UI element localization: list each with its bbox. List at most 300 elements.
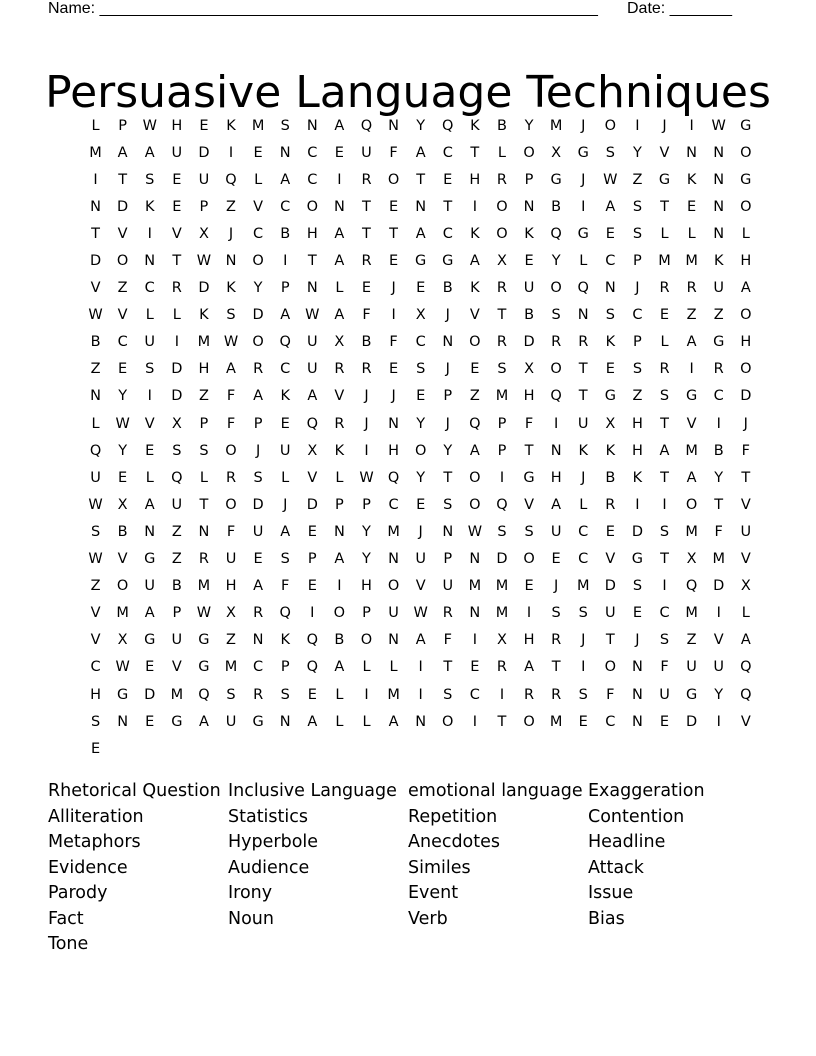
- grid-letter: E: [659, 713, 670, 730]
- grid-letter: A: [117, 144, 128, 161]
- grid-letter: W: [115, 659, 130, 676]
- grid-letter: S: [632, 361, 643, 378]
- grid-letter: T: [714, 496, 724, 513]
- grid-letter: O: [469, 496, 481, 513]
- grid-letter: N: [415, 198, 427, 215]
- word-list-item: Hyperbole: [228, 832, 319, 852]
- grid-letter: A: [686, 469, 697, 486]
- grid-letter: G: [252, 713, 264, 730]
- grid-letter: E: [524, 578, 534, 595]
- grid-letter: R: [496, 334, 507, 351]
- grid-letter: M: [685, 523, 698, 540]
- grid-letter: J: [228, 225, 234, 242]
- grid-letter: X: [226, 605, 236, 622]
- grid-letter: F: [741, 442, 750, 459]
- grid-letter: C: [144, 280, 155, 297]
- grid-letter: O: [740, 361, 752, 378]
- grid-letter: G: [740, 171, 752, 188]
- grid-letter: J: [445, 361, 450, 378]
- grid-letter: I: [472, 713, 477, 730]
- grid-letter: R: [253, 605, 264, 622]
- grid-letter: D: [631, 523, 643, 540]
- grid-letter: P: [199, 198, 209, 215]
- grid-letter: S: [280, 117, 290, 134]
- grid-letter: M: [685, 442, 698, 459]
- grid-letter: M: [685, 605, 698, 622]
- grid-letter: E: [388, 361, 399, 378]
- grid-letter: U: [90, 469, 101, 486]
- grid-letter: B: [551, 198, 562, 215]
- grid-letter: F: [226, 415, 236, 432]
- grid-letter: Q: [550, 388, 562, 405]
- grid-letter: R: [361, 253, 372, 270]
- grid-letter: S: [659, 388, 670, 405]
- grid-letter: X: [117, 496, 128, 513]
- grid-letter: U: [225, 551, 237, 568]
- grid-letter: H: [740, 334, 752, 351]
- grid-letter: L: [579, 496, 588, 513]
- grid-letter: P: [443, 551, 453, 568]
- grid-letter: D: [604, 578, 616, 595]
- grid-letter: Y: [714, 686, 724, 703]
- grid-letter: R: [442, 605, 453, 622]
- grid-letter: D: [713, 578, 725, 595]
- grid-letter: O: [523, 551, 535, 568]
- grid-letter: W: [88, 307, 103, 324]
- grid-letter: A: [334, 253, 345, 270]
- word-list-item: Headline: [588, 832, 666, 852]
- grid-letter: G: [685, 686, 698, 703]
- grid-letter: U: [306, 334, 318, 351]
- grid-letter: R: [659, 280, 670, 297]
- grid-letter: P: [253, 415, 263, 432]
- grid-letter: P: [362, 605, 371, 622]
- grid-letter: T: [443, 659, 453, 676]
- grid-letter: Y: [551, 253, 561, 270]
- grid-letter: X: [117, 632, 128, 649]
- grid-letter: R: [686, 280, 697, 297]
- grid-letter: E: [307, 578, 317, 595]
- grid-letter: V: [117, 225, 128, 242]
- grid-letter: E: [632, 605, 642, 622]
- grid-letter: I: [364, 442, 369, 459]
- grid-letter: W: [115, 415, 130, 432]
- grid-letter: I: [662, 578, 667, 595]
- grid-letter: S: [90, 523, 101, 540]
- grid-letter: R: [496, 171, 507, 188]
- word-list-item: Metaphors: [48, 832, 141, 852]
- grid-letter: K: [470, 280, 480, 297]
- grid-letter: I: [716, 713, 721, 730]
- grid-letter: H: [740, 253, 752, 270]
- grid-letter: U: [605, 605, 616, 622]
- grid-letter: Q: [387, 469, 400, 486]
- grid-letter: N: [90, 388, 101, 405]
- grid-letter: G: [198, 659, 210, 676]
- grid-letter: A: [280, 307, 291, 324]
- grid-letter: E: [361, 280, 372, 297]
- grid-letter: A: [280, 171, 291, 188]
- grid-letter: E: [524, 253, 534, 270]
- grid-letter: J: [662, 117, 667, 134]
- grid-letter: I: [391, 307, 396, 324]
- grid-letter: T: [389, 225, 398, 242]
- grid-letter: D: [89, 253, 102, 270]
- grid-letter: M: [197, 578, 211, 595]
- grid-letter: T: [497, 713, 507, 730]
- grid-letter: G: [577, 225, 589, 242]
- grid-letter: L: [362, 713, 371, 730]
- grid-letter: E: [388, 198, 399, 215]
- grid-letter: O: [225, 496, 237, 513]
- grid-letter: E: [687, 198, 697, 215]
- grid-letter: T: [551, 659, 561, 676]
- grid-letter: E: [605, 523, 615, 540]
- grid-letter: S: [199, 442, 209, 459]
- grid-letter: S: [524, 523, 534, 540]
- grid-letter: Y: [416, 117, 426, 134]
- grid-letter: F: [389, 144, 398, 161]
- grid-letter: G: [631, 551, 644, 568]
- grid-letter: R: [524, 686, 535, 703]
- grid-letter: A: [469, 442, 480, 459]
- grid-letter: F: [362, 307, 371, 324]
- grid-letter: U: [225, 713, 237, 730]
- grid-letter: I: [581, 198, 586, 215]
- word-list-item: Fact: [48, 908, 84, 929]
- grid-letter: F: [524, 415, 534, 432]
- grid-letter: J: [364, 415, 369, 432]
- grid-letter: I: [418, 686, 423, 703]
- grid-letter: Y: [443, 442, 453, 459]
- grid-letter: C: [90, 659, 101, 676]
- grid-letter: O: [387, 578, 400, 595]
- grid-letter: Y: [253, 280, 263, 297]
- grid-letter: V: [171, 659, 182, 676]
- grid-letter: N: [550, 442, 562, 459]
- grid-letter: G: [442, 253, 454, 270]
- word-list-item: Alliteration: [48, 806, 144, 827]
- grid-letter: G: [415, 253, 427, 270]
- grid-letter: J: [445, 415, 450, 432]
- grid-letter: L: [579, 253, 588, 270]
- grid-letter: C: [253, 659, 264, 676]
- word-list-item: Attack: [588, 857, 644, 878]
- grid-letter: N: [631, 659, 643, 676]
- grid-letter: G: [144, 551, 156, 568]
- grid-letter: M: [495, 605, 509, 622]
- grid-letter: J: [635, 280, 640, 297]
- grid-letter: T: [605, 632, 615, 649]
- grid-letter: H: [388, 442, 400, 459]
- grid-letter: L: [91, 415, 100, 432]
- grid-letter: O: [550, 280, 562, 297]
- grid-letter: H: [90, 686, 101, 703]
- grid-letter: S: [497, 361, 507, 378]
- grid-letter: R: [361, 171, 372, 188]
- grid-letter: Q: [496, 496, 508, 513]
- grid-letter: G: [604, 388, 616, 405]
- grid-letter: J: [391, 280, 396, 297]
- grid-letter: H: [523, 632, 535, 649]
- grid-letter: O: [523, 144, 535, 161]
- grid-letter: V: [253, 198, 264, 215]
- grid-letter: A: [415, 632, 426, 649]
- grid-letter: X: [551, 144, 562, 161]
- grid-letter: N: [333, 198, 345, 215]
- grid-letter: I: [689, 361, 694, 378]
- grid-letter: H: [550, 469, 562, 486]
- grid-letter: R: [334, 415, 345, 432]
- word-list-item: Noun: [228, 908, 274, 929]
- grid-letter: M: [576, 578, 590, 595]
- grid-letter: T: [307, 253, 317, 270]
- grid-letter: C: [388, 496, 399, 513]
- grid-letter: L: [389, 659, 398, 676]
- grid-letter: R: [334, 361, 345, 378]
- grid-letter: S: [578, 605, 588, 622]
- grid-letter: L: [660, 225, 669, 242]
- grid-letter: S: [280, 551, 290, 568]
- grid-letter: A: [415, 144, 426, 161]
- grid-letter: Y: [362, 523, 371, 540]
- grid-letter: S: [632, 578, 643, 595]
- grid-letter: L: [145, 307, 154, 324]
- grid-letter: K: [226, 117, 236, 134]
- grid-letter: Q: [740, 659, 752, 676]
- grid-letter: O: [225, 442, 237, 459]
- grid-letter: M: [387, 523, 400, 540]
- grid-letter: P: [280, 280, 290, 297]
- grid-letter: H: [306, 225, 318, 242]
- grid-letter: V: [117, 551, 128, 568]
- grid-letter: S: [659, 632, 670, 649]
- grid-letter: E: [470, 361, 480, 378]
- grid-letter: Z: [632, 388, 643, 405]
- grid-letter: U: [442, 578, 454, 595]
- grid-letter: Q: [306, 415, 318, 432]
- grid-letter: E: [145, 713, 155, 730]
- grid-letter: W: [88, 551, 103, 568]
- grid-letter: E: [253, 144, 263, 161]
- grid-letter: Q: [550, 225, 562, 242]
- grid-letter: R: [551, 334, 562, 351]
- grid-letter: M: [116, 605, 129, 622]
- grid-letter: H: [631, 442, 643, 459]
- grid-letter: Y: [416, 415, 426, 432]
- grid-letter: Y: [632, 144, 642, 161]
- grid-letter: L: [741, 605, 750, 622]
- grid-letter: P: [362, 496, 371, 513]
- grid-letter: B: [524, 307, 535, 324]
- grid-letter: D: [171, 361, 183, 378]
- grid-letter: U: [279, 442, 291, 459]
- grid-letter: R: [225, 469, 237, 486]
- grid-letter: D: [740, 388, 752, 405]
- grid-letter: Z: [198, 388, 209, 405]
- word-list-item: Rhetorical Question: [48, 781, 221, 801]
- grid-letter: T: [362, 198, 371, 215]
- grid-letter: K: [605, 442, 616, 459]
- grid-letter: U: [740, 523, 752, 540]
- grid-letter: C: [442, 225, 453, 242]
- grid-letter: L: [254, 171, 263, 188]
- grid-letter: R: [659, 361, 670, 378]
- grid-letter: U: [415, 551, 426, 568]
- grid-letter: I: [418, 659, 423, 676]
- grid-letter: D: [198, 280, 210, 297]
- word-list-item: Audience: [228, 857, 310, 878]
- grid-letter: P: [633, 253, 642, 270]
- grid-letter: Y: [118, 442, 128, 459]
- grid-letter: X: [334, 334, 345, 351]
- grid-letter: C: [605, 253, 616, 270]
- grid-letter: B: [605, 469, 616, 486]
- grid-letter: P: [307, 551, 317, 568]
- grid-letter: N: [442, 334, 454, 351]
- word-list-item: Tone: [48, 934, 89, 954]
- grid-letter: M: [658, 253, 671, 270]
- grid-letter: L: [199, 469, 208, 486]
- grid-letter: E: [172, 198, 182, 215]
- grid-letter: I: [526, 605, 532, 622]
- grid-letter: D: [686, 713, 698, 730]
- grid-letter: O: [116, 253, 129, 270]
- grid-letter: M: [712, 551, 725, 568]
- grid-letter: A: [253, 578, 264, 595]
- grid-letter: A: [144, 144, 155, 161]
- grid-letter: V: [659, 144, 670, 161]
- grid-letter: S: [90, 713, 101, 730]
- grid-letter: B: [496, 117, 507, 134]
- grid-letter: T: [118, 171, 128, 188]
- grid-letter: U: [577, 415, 589, 432]
- grid-letter: I: [581, 659, 586, 676]
- grid-letter: G: [144, 632, 156, 649]
- page-title: Persuasive Language Techniques: [45, 67, 771, 119]
- grid-letter: O: [685, 496, 698, 513]
- grid-letter: S: [226, 686, 236, 703]
- grid-letter: Z: [632, 171, 643, 188]
- grid-letter: R: [361, 361, 372, 378]
- grid-letter: N: [388, 117, 399, 134]
- grid-letter: P: [199, 415, 209, 432]
- grid-letter: E: [470, 659, 480, 676]
- grid-letter: R: [496, 280, 507, 297]
- grid-letter: R: [496, 659, 507, 676]
- grid-letter: K: [280, 632, 290, 649]
- grid-letter: A: [334, 307, 345, 324]
- grid-letter: I: [635, 117, 640, 134]
- grid-letter: B: [361, 334, 372, 351]
- grid-letter: W: [142, 117, 157, 134]
- grid-letter: N: [144, 253, 156, 270]
- grid-letter: R: [551, 632, 562, 649]
- grid-letter: I: [228, 144, 234, 161]
- grid-letter: E: [307, 686, 317, 703]
- grid-letter: P: [172, 605, 182, 622]
- grid-letter: I: [689, 117, 694, 134]
- grid-letter: D: [198, 144, 210, 161]
- grid-letter: C: [605, 713, 616, 730]
- grid-letter: L: [335, 713, 344, 730]
- grid-letter: H: [523, 388, 535, 405]
- grid-letter: N: [117, 713, 129, 730]
- grid-letter: Z: [171, 523, 182, 540]
- word-list-item: Parody: [48, 883, 108, 903]
- grid-letter: Q: [360, 117, 373, 134]
- grid-letter: N: [631, 713, 643, 730]
- grid-letter: K: [226, 280, 236, 297]
- grid-letter: O: [333, 605, 346, 622]
- grid-letter: G: [740, 117, 752, 134]
- grid-letter: E: [416, 496, 426, 513]
- grid-letter: J: [743, 415, 748, 432]
- grid-letter: U: [659, 686, 670, 703]
- grid-letter: T: [362, 225, 371, 242]
- grid-letter: E: [307, 523, 317, 540]
- grid-letter: F: [226, 523, 236, 540]
- grid-letter: K: [199, 307, 209, 324]
- grid-letter: P: [443, 388, 453, 405]
- grid-letter: S: [226, 307, 236, 324]
- grid-letter: S: [443, 496, 453, 513]
- grid-letter: L: [335, 280, 344, 297]
- grid-letter: W: [196, 253, 212, 270]
- name-field: Name: ________________________________________________________: [48, 0, 598, 17]
- grid-letter: V: [307, 469, 318, 486]
- grid-letter: T: [578, 388, 588, 405]
- grid-letter: S: [280, 686, 290, 703]
- grid-letter: D: [117, 198, 129, 215]
- grid-letter: L: [497, 144, 506, 161]
- grid-letter: A: [415, 225, 426, 242]
- grid-letter: N: [225, 253, 237, 270]
- grid-letter: E: [199, 117, 209, 134]
- grid-letter: S: [659, 523, 670, 540]
- grid-letter: I: [716, 415, 721, 432]
- grid-letter: K: [334, 442, 345, 459]
- grid-letter: B: [171, 578, 182, 595]
- grid-letter: H: [225, 578, 237, 595]
- grid-letter: X: [496, 632, 507, 649]
- grid-letter: A: [226, 361, 236, 378]
- grid-letter: Z: [90, 361, 101, 378]
- grid-letter: O: [604, 117, 617, 134]
- grid-letter: K: [578, 442, 588, 459]
- grid-letter: P: [118, 117, 128, 134]
- grid-letter: K: [605, 334, 616, 351]
- grid-letter: X: [686, 551, 697, 568]
- grid-letter: O: [740, 307, 752, 324]
- grid-letter: U: [171, 144, 183, 161]
- grid-letter: T: [660, 469, 669, 486]
- grid-letter: H: [171, 117, 183, 134]
- grid-letter: S: [632, 225, 643, 242]
- grid-letter: K: [470, 225, 480, 242]
- grid-letter: E: [416, 388, 426, 405]
- grid-letter: A: [659, 442, 670, 459]
- grid-letter: N: [279, 144, 291, 161]
- grid-letter: A: [144, 605, 155, 622]
- grid-letter: C: [713, 388, 724, 405]
- grid-letter: E: [605, 225, 615, 242]
- grid-letter: C: [415, 334, 426, 351]
- header: [48, 0, 748, 20]
- grid-letter: O: [496, 225, 508, 242]
- grid-letter: K: [713, 253, 724, 270]
- grid-letter: I: [662, 496, 667, 513]
